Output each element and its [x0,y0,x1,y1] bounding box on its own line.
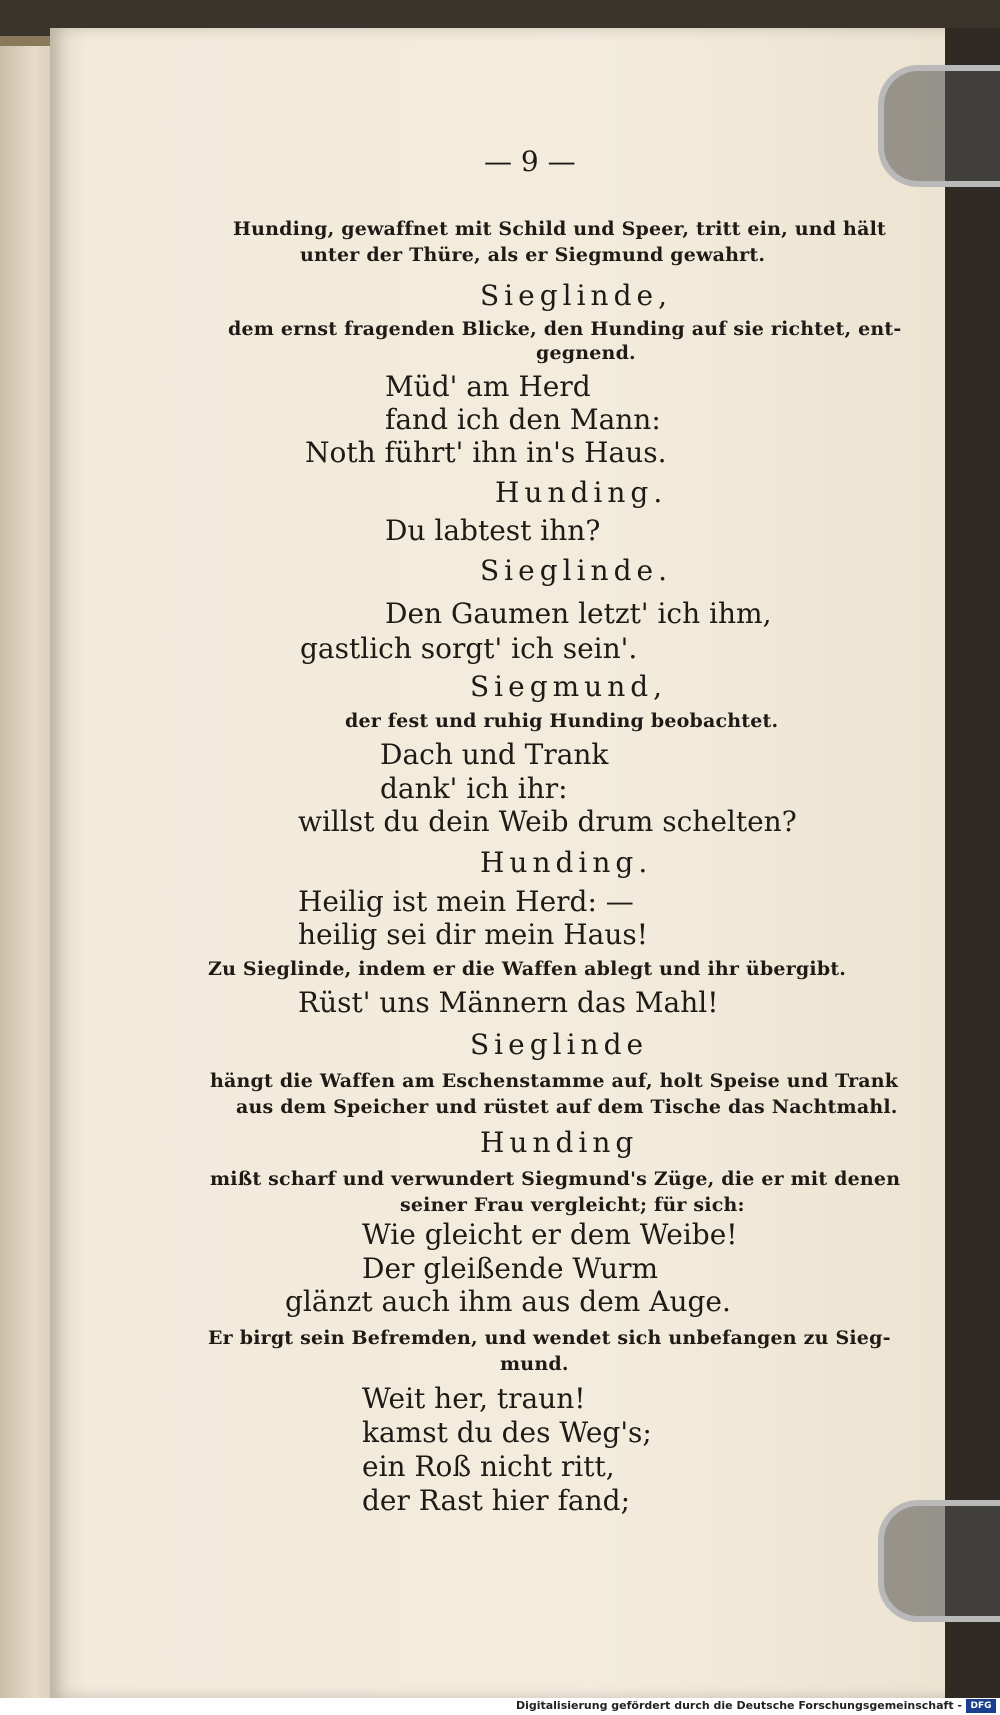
verse-line: fand ich den Mann: [385,403,661,436]
stage-direction: gegnend. [536,342,636,364]
verse-line: glänzt auch ihm aus dem Auge. [285,1285,731,1318]
stage-direction: Zu Sieglinde, indem er die Waffen ablegt und ihr übergibt. [208,958,847,980]
stage-direction: hängt die Waffen am Eschenstamme auf, holt Speise und Trank [210,1070,899,1092]
speaker-name: Hunding. [480,846,653,879]
verse-line: Noth führt' ihn in's Haus. [305,436,667,469]
verse-line: kamst du des Weg's; [362,1416,652,1449]
speaker-name: Hunding. [495,476,668,509]
verse-line: Dach und Trank [380,738,609,771]
verse-line: Müd' am Herd [385,370,591,403]
verse-line: Du labtest ihn? [385,514,601,547]
dfg-logo: DFG [966,1699,996,1713]
verse-line: der Rast hier fand; [362,1484,631,1517]
verse-line: Wie gleicht er dem Weibe! [362,1218,738,1251]
stage-direction: dem ernst fragenden Blicke, den Hunding auf sie richtet, ent- [228,318,902,340]
footer-bar [0,1698,1000,1715]
verse-line: willst du dein Weib drum schelten? [298,805,797,838]
verse-line: heilig sei dir mein Haus! [298,918,649,951]
stage-direction: mund. [500,1353,569,1375]
stage-direction: der fest und ruhig Hunding beobachtet. [345,710,779,732]
speaker-name: Siegmund, [470,670,668,703]
verse-line: Heilig ist mein Herd: — [298,885,634,918]
stage-direction: mißt scharf und verwundert Siegmund's Züge, die er mit denen [210,1168,901,1190]
verse-line: Der gleißende Wurm [362,1252,659,1285]
verse-line: dank' ich ihr: [380,772,568,805]
stage-direction: seiner Frau vergleicht; für sich: [400,1194,745,1216]
stage-direction: unter der Thüre, als er Siegmund gewahrt. [300,244,766,266]
verse-line: ein Roß nicht ritt, [362,1450,615,1483]
speaker-name: Sieglinde, [480,279,672,312]
page-number: — 9 — [484,145,576,178]
verse-line: Den Gaumen letzt' ich ihm, [385,597,772,630]
funding-credit: Digitalisierung gefördert durch die Deutsche Forschungsgemeinschaft - [515,1699,962,1712]
verse-line: gastlich sorgt' ich sein'. [300,632,638,665]
stage-direction: Er birgt sein Befremden, und wendet sich unbefangen zu Sieg- [208,1327,891,1349]
stage-direction: Hunding, gewaffnet mit Schild und Speer, tritt ein, und hält [233,218,886,240]
speaker-name: Sieglinde [470,1028,649,1061]
stage-direction: aus dem Speicher und rüstet auf dem Tische das Nachtmahl. [236,1096,898,1118]
verse-line: Rüst' uns Männern das Mahl! [298,986,719,1019]
speaker-name: Sieglinde. [480,554,672,587]
verse-line: Weit her, traun! [362,1382,586,1415]
speaker-name: Hunding [480,1126,639,1159]
